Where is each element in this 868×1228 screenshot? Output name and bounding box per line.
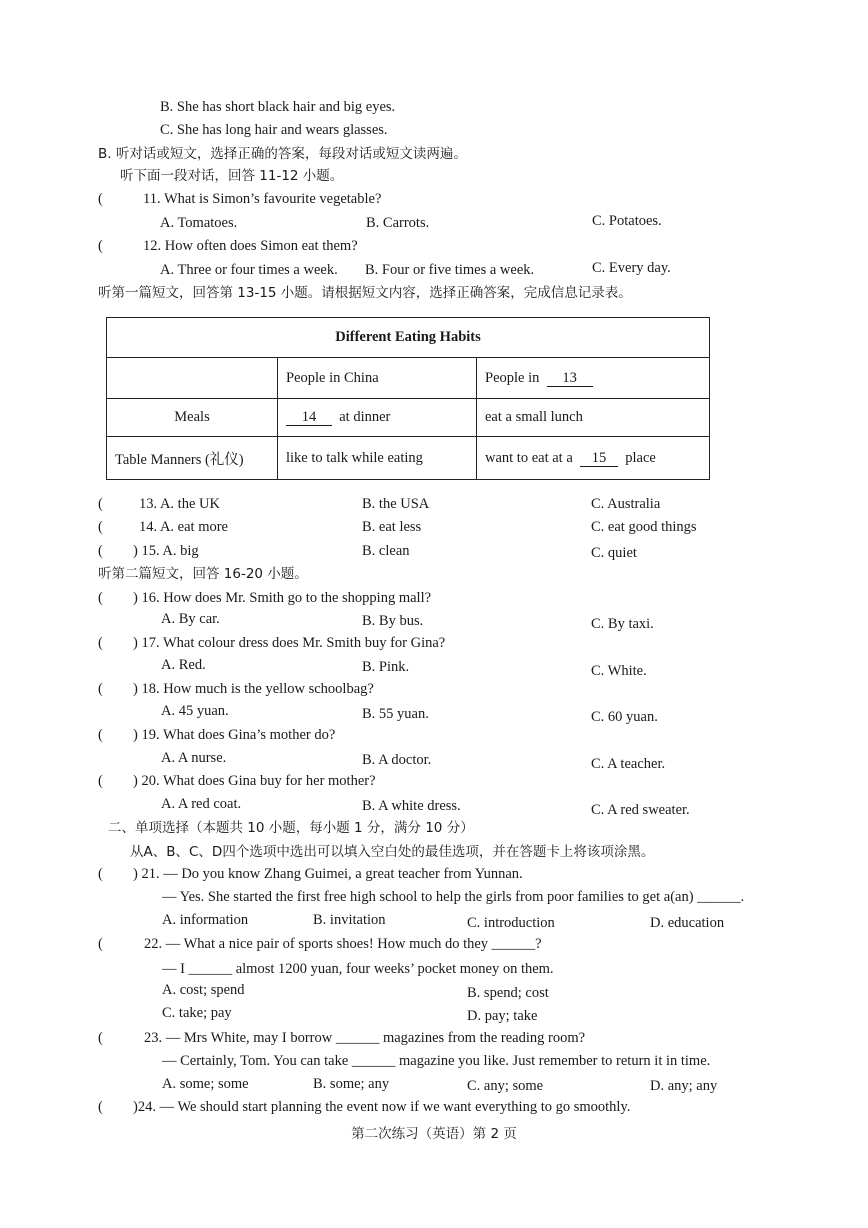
table-col-china: People in China <box>278 358 477 399</box>
section-b-title: B. 听对话或短文，选择正确的答案，每段对话或短文读两遍。 <box>98 146 467 162</box>
q24-stem: )24. — We should start planning the event now if we want everything to go smoothly. <box>133 1099 631 1115</box>
passage1-intro: 听第一篇短文，回答第 13-15 小题。请根据短文内容，选择正确答案，完成信息记录表。 <box>98 285 632 301</box>
q19-option-a: A. A nurse. <box>161 750 227 766</box>
meals-china-text: at dinner <box>339 409 391 425</box>
q22-stem: 22. — What a nice pair of sports shoes! How much do they ______? <box>144 936 542 952</box>
meals-china-cell <box>278 399 477 437</box>
q23-option-c: C. any; some <box>467 1078 544 1094</box>
q19-option-c: C. A teacher. <box>591 756 666 772</box>
q23-option-b: B. some; any <box>313 1076 390 1092</box>
q23-stem: 23. — Mrs White, may I borrow ______ magazines from the reading room? <box>144 1030 586 1046</box>
q11-option-b: B. Carrots. <box>366 215 430 231</box>
q21-option-b: B. invitation <box>313 912 386 928</box>
q18-paren: ( <box>98 681 103 697</box>
q17-option-a: A. Red. <box>161 657 206 673</box>
q22-line2: — I ______ almost 1200 yuan, four weeks’ pocket money on them. <box>162 961 554 977</box>
q22-option-a: A. cost; spend <box>162 982 245 998</box>
q17-option-c: C. White. <box>591 663 647 679</box>
q20-option-b: B. A white dress. <box>362 798 461 814</box>
blank-14: 14 <box>286 409 332 426</box>
q21-option-c: C. introduction <box>467 915 555 931</box>
q12-paren: ( <box>98 238 103 254</box>
q18-option-a: A. 45 yuan. <box>161 703 229 719</box>
eating-habits-table <box>106 317 710 480</box>
q21-option-d: D. education <box>650 915 725 931</box>
q23-line2: — Certainly, Tom. You can take ______ magazine you like. Just remember to return it in time. <box>162 1053 711 1069</box>
q17-paren: ( <box>98 635 103 651</box>
q10-option-b: B. She has short black hair and big eyes. <box>160 99 396 115</box>
table-title: Different Eating Habits <box>107 318 710 358</box>
q16-paren: ( <box>98 590 103 606</box>
q14-option-b: B. eat less <box>362 519 422 535</box>
manners-other-cell <box>477 437 710 480</box>
q22-option-c: C. take; pay <box>162 1005 232 1021</box>
q12-option-b: B. Four or five times a week. <box>365 262 535 278</box>
q21-paren: ( <box>98 866 103 882</box>
q17-option-b: B. Pink. <box>362 659 410 675</box>
q23-paren: ( <box>98 1030 103 1046</box>
q19-stem: ) 19. What does Gina’s mother do? <box>133 727 336 743</box>
q20-option-c: C. A red sweater. <box>591 802 690 818</box>
q22-option-d: D. pay; take <box>467 1008 538 1024</box>
q13-stem: 13. A. the UK <box>139 496 220 512</box>
blank-15: 15 <box>580 450 618 467</box>
q11-paren: ( <box>98 191 103 207</box>
q10-option-c: C. She has long hair and wears glasses. <box>160 122 388 138</box>
part2-title: 二、单项选择（本题共 10 小题，每小题 1 分，满分 10 分） <box>108 820 474 836</box>
q21-line2: — Yes. She started the first free high school to help the girls from poor families to get a(an) ______. <box>162 889 745 905</box>
q21-option-a: A. information <box>162 912 249 928</box>
manners-prefix: want to eat at a <box>485 449 573 466</box>
q18-option-b: B. 55 yuan. <box>362 706 429 722</box>
q14-stem: 14. A. eat more <box>139 519 228 535</box>
q11-option-a: A. Tomatoes. <box>160 215 238 231</box>
q13-option-c: C. Australia <box>591 496 661 512</box>
q15-option-b: B. clean <box>362 543 410 559</box>
q16-option-b: B. By bus. <box>362 613 424 629</box>
q20-paren: ( <box>98 773 103 789</box>
q15-option-c: C. quiet <box>591 545 637 561</box>
q20-stem: ) 20. What does Gina buy for her mother? <box>133 773 376 789</box>
col2-prefix: People in <box>485 369 540 386</box>
q11-option-c: C. Potatoes. <box>592 213 662 229</box>
manners-suffix: place <box>625 449 656 466</box>
table-row-meals: Meals <box>107 399 278 437</box>
q13-paren: ( <box>98 496 103 512</box>
q12-option-c: C. Every day. <box>592 260 671 276</box>
q12-stem: 12. How often does Simon eat them? <box>143 238 358 254</box>
part2-instruction: 从A、B、C、D四个选项中选出可以填入空白处的最佳选项，并在答题卡上将该项涂黑。 <box>130 844 655 860</box>
meals-other-cell: eat a small lunch <box>477 399 710 437</box>
q19-option-b: B. A doctor. <box>362 752 432 768</box>
table-row-manners: Table Manners (礼仪) <box>107 437 278 480</box>
q21-stem: ) 21. — Do you know Zhang Guimei, a great teacher from Yunnan. <box>133 866 523 882</box>
q16-option-c: C. By taxi. <box>591 616 654 632</box>
q18-stem: ) 18. How much is the yellow schoolbag? <box>133 681 374 697</box>
page-footer: 第二次练习（英语）第 2 页 <box>351 1126 517 1142</box>
q17-stem: ) 17. What colour dress does Mr. Smith buy for Gina? <box>133 635 446 651</box>
blank-13: 13 <box>547 370 593 387</box>
q13-option-b: B. the USA <box>362 496 430 512</box>
q23-option-a: A. some; some <box>162 1076 249 1092</box>
table-corner-cell <box>107 358 278 399</box>
q14-paren: ( <box>98 519 103 535</box>
q15-stem: ) 15. A. big <box>133 543 199 559</box>
dialogue-intro: 听下面一段对话，回答 11-12 小题。 <box>120 168 344 184</box>
q14-option-c: C. eat good things <box>591 519 697 535</box>
table-col-other <box>477 358 710 399</box>
q15-paren: ( <box>98 543 103 559</box>
q19-paren: ( <box>98 727 103 743</box>
q23-option-d: D. any; any <box>650 1078 718 1094</box>
q16-stem: ) 16. How does Mr. Smith go to the shopping mall? <box>133 590 432 606</box>
q24-paren: ( <box>98 1099 103 1115</box>
q11-stem: 11. What is Simon’s favourite vegetable? <box>143 191 382 207</box>
manners-china-cell: like to talk while eating <box>278 437 477 480</box>
q20-option-a: A. A red coat. <box>161 796 242 812</box>
q16-option-a: A. By car. <box>161 611 220 627</box>
q18-option-c: C. 60 yuan. <box>591 709 658 725</box>
q22-option-b: B. spend; cost <box>467 985 549 1001</box>
passage2-intro: 听第二篇短文，回答 16-20 小题。 <box>98 566 308 582</box>
q22-paren: ( <box>98 936 103 952</box>
q12-option-a: A. Three or four times a week. <box>160 262 338 278</box>
